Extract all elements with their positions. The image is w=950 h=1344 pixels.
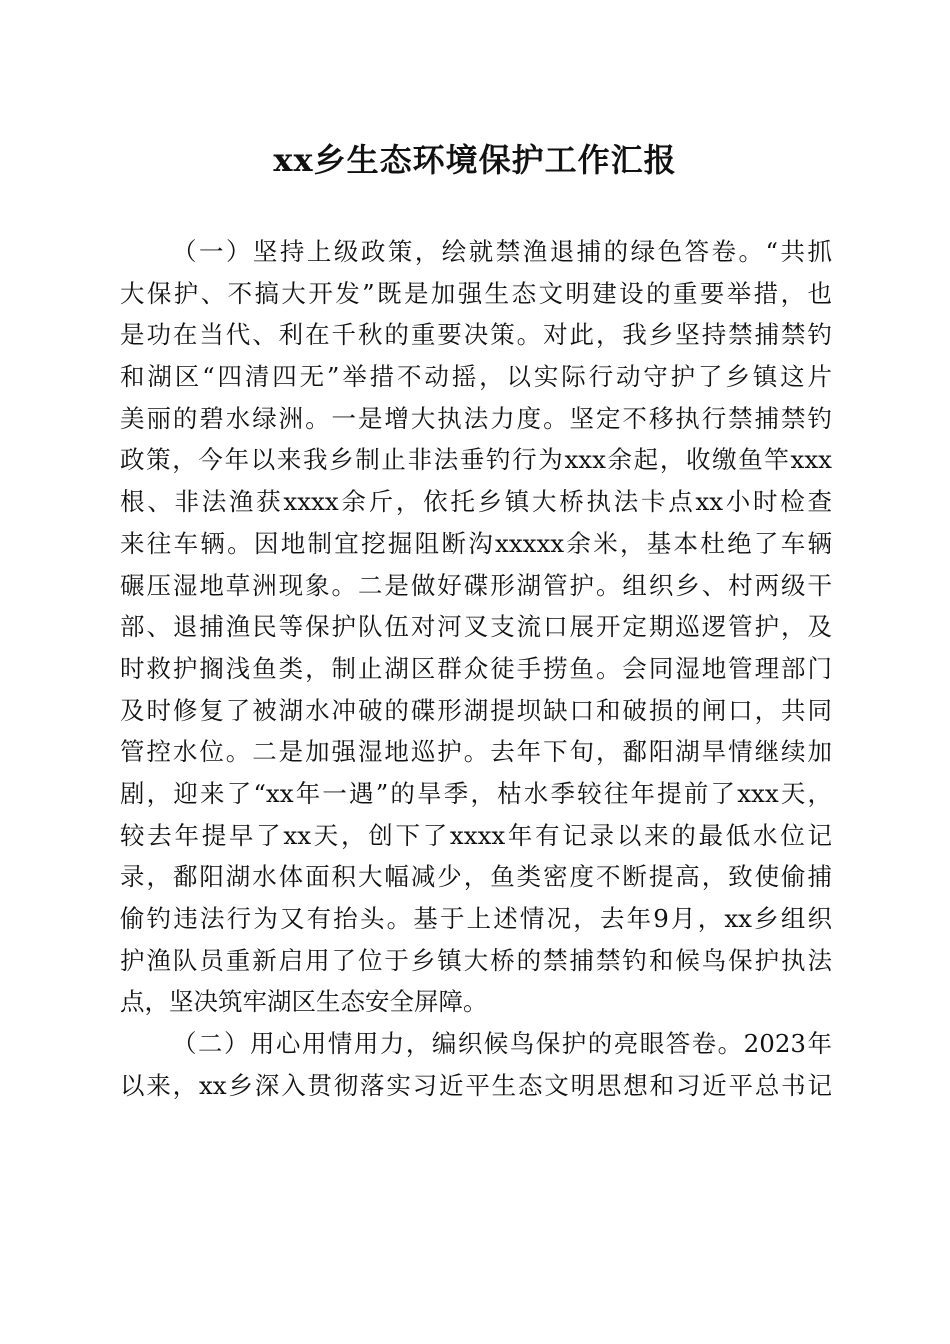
paragraph-2-line: （二）用心用情用力，编织候鸟保护的亮眼答卷。2023年 — [172, 1029, 832, 1059]
paragraph-1-line: 政策，今年以来我乡制止非法垂钓行为xxx余起，收缴鱼竿xxx — [120, 445, 832, 475]
paragraph-1-line: 偷钓违法行为又有抬头。基于上述情况，去年9月，xx乡组织 — [120, 904, 832, 933]
paragraph-1-line: 录，鄱阳湖水体面积大幅减少，鱼类密度不断提高，致使偷捕 — [120, 862, 832, 892]
paragraph-1-line: 及时修复了被湖水冲破的碟形湖提坝缺口和破损的闸口，共同 — [120, 695, 832, 725]
document-title: xx乡生态环境保护工作汇报 — [273, 141, 677, 179]
paragraph-2-line: 以来，xx乡深入贯彻落实习近平生态文明思想和习近平总书记 — [120, 1070, 832, 1100]
paragraph-1-line: 较去年提早了xx天，创下了xxxx年有记录以来的最低水位记 — [120, 820, 832, 850]
paragraph-1-line: 剧，迎来了“xx年一遇”的旱季，枯水季较往年提前了xxx天， — [120, 778, 832, 808]
paragraph-1-line: 美丽的碧水绿洲。一是增大执法力度。坚定不移执行禁捕禁钓 — [120, 403, 832, 433]
paragraph-1-line: 是功在当代、利在千秋的重要决策。对此，我乡坚持禁捕禁钓 — [120, 320, 832, 350]
paragraph-1-line: 来往车辆。因地制宜挖掘阻断沟xxxxx余米，基本杜绝了车辆 — [120, 528, 832, 558]
paragraph-1-line: （一）坚持上级政策，绘就禁渔退捕的绿色答卷。“共抓 — [172, 237, 832, 266]
paragraph-1-line: 时救护搁浅鱼类，制止湖区群众徒手捞鱼。会同湿地管理部门 — [120, 653, 832, 683]
paragraph-1-line: 根、非法渔获xxxx余斤，依托乡镇大桥执法卡点xx小时检查 — [120, 487, 832, 517]
paragraph-1-line: 部、退捕渔民等保护队伍对河叉支流口展开定期巡逻管护，及 — [120, 612, 832, 642]
paragraph-1-line: 点，坚决筑牢湖区生态安全屏障。 — [120, 987, 488, 1017]
paragraph-1-line: 碾压湿地草洲现象。二是做好碟形湖管护。组织乡、村两级干 — [120, 570, 832, 600]
paragraph-1-line: 管控水位。二是加强湿地巡护。去年下旬，鄱阳湖旱情继续加 — [120, 737, 832, 767]
paragraph-1-line: 护渔队员重新启用了位于乡镇大桥的禁捕禁钓和候鸟保护执法 — [120, 945, 832, 975]
paragraph-1-line: 和湖区“四清四无”举措不动摇，以实际行动守护了乡镇这片 — [120, 362, 832, 392]
paragraph-1-line: 大保护、不搞大开发”既是加强生态文明建设的重要举措，也 — [120, 278, 832, 308]
document-body — [120, 231, 832, 1106]
